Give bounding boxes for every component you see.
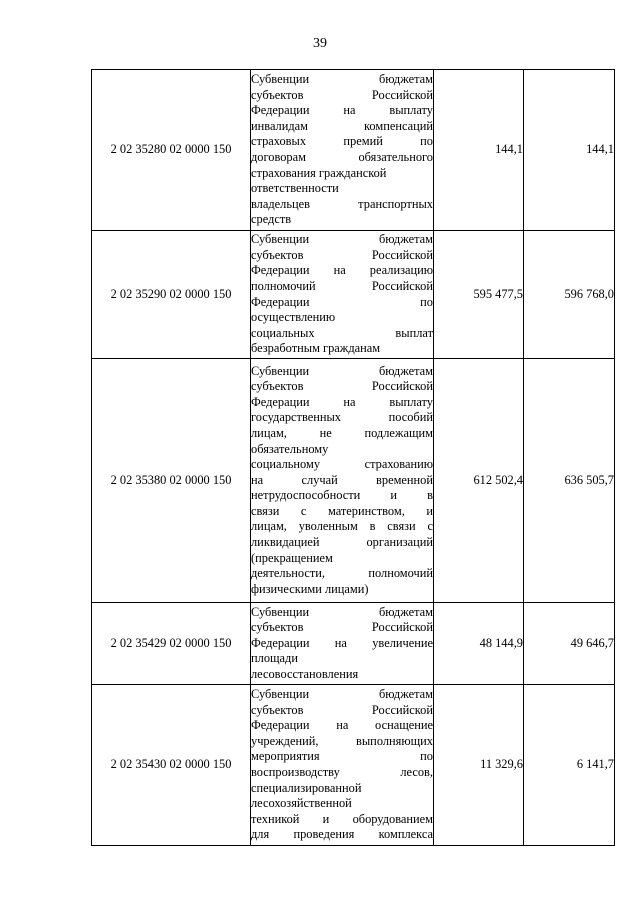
description-line: лицам, не подлежащим [251, 425, 433, 440]
budget-code-cell: 2 02 35430 02 0000 150 [92, 685, 251, 846]
description-line: государственных пособий [251, 410, 433, 425]
description-line: связи с материнством, и [251, 503, 433, 518]
description-cell [251, 231, 434, 359]
description-line: мероприятия по [251, 749, 433, 764]
description-line: средств [251, 212, 292, 227]
description-line: договорам обязательного [251, 150, 433, 164]
description-cell [251, 359, 434, 603]
budget-code-cell: 2 02 35380 02 0000 150 [92, 359, 251, 603]
value-1-cell: 612 502,4 [434, 359, 524, 603]
description-line: субъектов Российской [251, 247, 433, 262]
description-line: нетрудоспособности и в [251, 488, 433, 503]
table-row [92, 70, 615, 231]
description-line: Федерации по [251, 294, 433, 309]
description-line: деятельности, полномочий [251, 566, 433, 581]
description-line: обязательному [251, 441, 329, 456]
description-line: Субвенции бюджетам [251, 72, 433, 87]
description-line: инвалидам компенсаций [251, 118, 433, 133]
value-1-cell: 595 477,5 [434, 231, 524, 359]
description-line: на случай временной [251, 472, 433, 487]
description-line: специализированной [251, 780, 362, 795]
description-line: Федерации на реализацию [251, 263, 433, 278]
description-line: лесовосстановления [251, 666, 359, 681]
description-line: Федерации на оснащение [251, 718, 433, 733]
description-line: субъектов Российской [251, 702, 433, 717]
description-line: страховых премий по [251, 134, 433, 149]
description-line: Федерации на увеличение [251, 635, 433, 650]
description-line: воспроизводству лесов, [251, 765, 433, 779]
budget-code-cell: 2 02 35280 02 0000 150 [92, 70, 251, 231]
description-line: субъектов Российской [251, 620, 433, 635]
description-line: субъектов Российской [251, 87, 433, 102]
description-line: Субвенции бюджетам [251, 232, 433, 247]
value-2-cell: 636 505,7 [524, 359, 615, 603]
description-cell [251, 685, 434, 846]
description-line: социальному страхованию [251, 457, 433, 472]
value-2-cell: 596 768,0 [524, 231, 615, 359]
description-line: учреждений, выполняющих [251, 733, 433, 748]
description-line: ликвидацией организаций [251, 535, 433, 550]
description-line: лицам, уволенным в связи с [251, 519, 433, 534]
description-line: лесохозяйственной [251, 796, 352, 811]
description-line: физическими лицами) [251, 581, 369, 596]
budget-table [91, 69, 615, 846]
description-cell [251, 603, 434, 685]
table-row [92, 685, 615, 846]
description-line: социальных выплат [251, 325, 433, 340]
value-1-cell: 144,1 [434, 70, 524, 231]
value-1-cell: 11 329,6 [434, 685, 524, 846]
table-row [92, 231, 615, 359]
table-row [92, 359, 615, 603]
value-2-cell: 49 646,7 [524, 603, 615, 685]
description-line: безработным гражданам [251, 341, 381, 356]
value-1-cell: 48 144,9 [434, 603, 524, 685]
description-line: ответственности [251, 181, 339, 196]
description-line: Федерации на выплату [251, 394, 433, 409]
description-line: (прекращением [251, 550, 333, 565]
description-line: Субвенции бюджетам [251, 363, 433, 378]
description-line: Субвенции бюджетам [251, 687, 433, 702]
description-line: техникой и оборудованием [251, 811, 433, 826]
description-line: для проведения комплекса [251, 827, 433, 842]
description-line: полномочий Российской [251, 278, 433, 293]
description-line: субъектов Российской [251, 379, 433, 394]
budget-code-cell: 2 02 35429 02 0000 150 [92, 603, 251, 685]
description-line: площади [251, 651, 298, 666]
value-2-cell: 144,1 [524, 70, 615, 231]
value-2-cell: 6 141,7 [524, 685, 615, 846]
description-line: владельцев транспортных [251, 196, 433, 211]
page-number: 39 [313, 36, 327, 51]
description-line: страхования гражданской [251, 165, 387, 180]
description-line: Федерации на выплату [251, 103, 433, 118]
budget-code-cell: 2 02 35290 02 0000 150 [92, 231, 251, 359]
description-line: осуществлению [251, 310, 336, 325]
description-cell [251, 70, 434, 231]
table-row [92, 603, 615, 685]
description-line: Субвенции бюджетам [251, 604, 433, 619]
